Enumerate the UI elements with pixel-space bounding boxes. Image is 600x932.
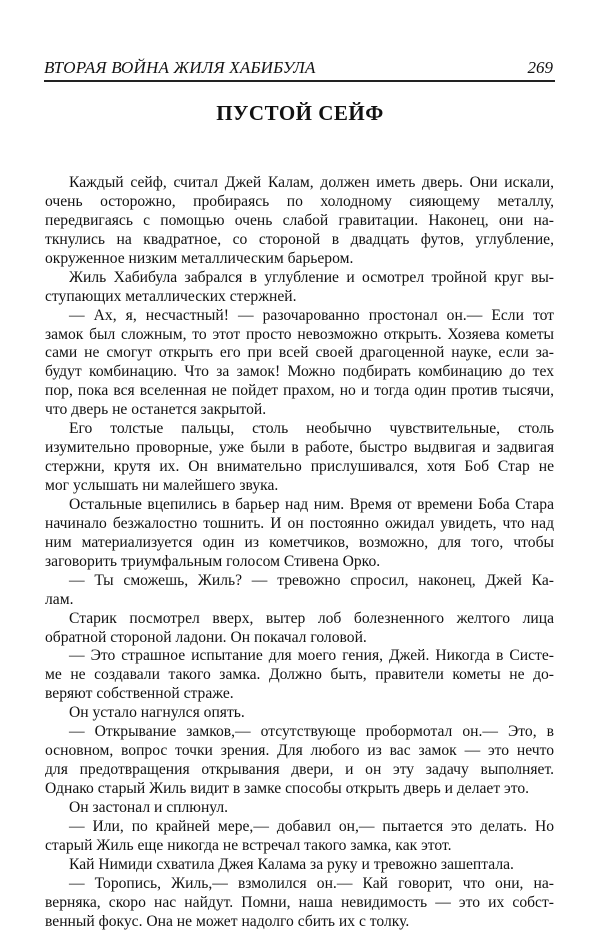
running-title: ВТОРАЯ ВОЙНА ЖИЛЯ ХАБИБУЛА: [44, 58, 316, 77]
page-number: 269: [527, 58, 553, 77]
text-line: изумительно проворные, уже были в работе, быстро выдвигая и задвигая: [45, 439, 554, 457]
text-line: мог услышать ни малейшего звука.: [45, 477, 279, 494]
chapter-title: ПУСТОЙ СЕЙФ: [216, 101, 384, 125]
text-line: сами не смогут открыть его при всей своей драгоценной науке, если за-: [45, 344, 554, 362]
text-line: стержни, крутя их. Он внимательно прислушивался, хотя Боб Стар не: [45, 458, 554, 476]
text-line: верняка, скоро нас найдут. Помни, наша невидимость — это их собст-: [45, 893, 554, 911]
text-line: заговорить триумфальным голосом Стивена Орко.: [45, 552, 381, 570]
text-line: начинало безжалостно тошнить. И он постоянно ожидал увидеть, что над: [45, 514, 554, 532]
text-line: Он застонал и сплюнул.: [69, 798, 229, 816]
text-line: — Ты сможешь, Жиль? — тревожно спросил, наконец, Джей Ка-: [69, 571, 554, 589]
text-line: пор, пока вся вселенная не пойдет прахом, но и тогда один против тысячи,: [45, 382, 554, 400]
text-line: что дверь не останется закрытой.: [45, 401, 267, 419]
text-line: Он устало нагнулся опять.: [69, 704, 245, 722]
text-line: очень осторожно, пробираясь по холодному сияющему металлу,: [45, 192, 554, 210]
text-line: Однако старый Жиль видит в замке способы открыть дверь и делает это.: [45, 780, 530, 797]
text-line: лам.: [45, 590, 74, 608]
text-line: Кай Нимиди схватила Джея Калама за руку и тревожно зашептала.: [69, 855, 514, 873]
text-line: передвигаясь с помощью очень слабой гравитации. Наконец, они на-: [45, 211, 554, 229]
text-line: венный фокус. Она не может надолго сбить их с толку.: [45, 912, 410, 930]
text-line: Его толстые пальцы, столь необычно чувствительные, столь: [69, 420, 554, 438]
running-header: [44, 58, 555, 82]
text-line: веряют собственной страже.: [45, 685, 234, 703]
text-line: будут комбинацию. Что за замок! Можно подбирать комбинацию до тех: [45, 363, 554, 381]
text-line: окруженное низким металлическим барьером.: [45, 249, 354, 267]
text-line: ним материализуется один из кометчиков, возможно, для того, чтобы: [45, 533, 554, 551]
text-line: ме не создавали такого замка. Должно быть, правители кометы не до-: [45, 666, 554, 684]
text-line: Остальные вцепились в барьер над ним. Время от времени Боба Стара: [69, 495, 554, 513]
text-line: для предотвращения открывания двери, и он эту задачу выполняет.: [45, 761, 554, 779]
text-line: ткнулись на квадратное, со стороной в двадцать футов, углубление,: [45, 230, 554, 248]
text-line: — Это страшное испытание для моего гения, Джей. Никогда в Систе-: [69, 647, 554, 665]
text-line: — Открывание замков,— отсутствующе пробормотал он.— Это, в: [69, 723, 554, 741]
text-line: — Ах, я, несчастный! — разочарованно простонал он.— Если тот: [69, 306, 554, 324]
text-line: основном, вопрос точки зрения. Для любого из вас замок — это нечто: [45, 742, 554, 760]
text-line: ступающих металлических стержней.: [45, 287, 297, 305]
text-line: Жиль Хабибула забрался в углубление и осмотрел тройной круг вы-: [69, 268, 554, 286]
text-line: обратной стороной ладони. Он покачал головой.: [45, 628, 367, 646]
text-line: старый Жиль еще никогда не встречал такого замка, как этот.: [45, 836, 452, 854]
body-text: [45, 174, 554, 932]
text-line: замок был сложным, то этот просто невозможно открыть. Хозяева кометы: [45, 325, 554, 343]
text-line: — Или, по крайней мере,— добавил он,— пытается это делать. Но: [69, 817, 554, 835]
text-line: Старик посмотрел вверх, вытер лоб болезненного желтого лица: [69, 609, 554, 627]
text-line: Каждый сейф, считал Джей Калам, должен иметь дверь. Они искали,: [69, 174, 554, 191]
text-line: — Торопись, Жиль,— взмолился он.— Кай говорит, что они, на-: [69, 874, 554, 892]
